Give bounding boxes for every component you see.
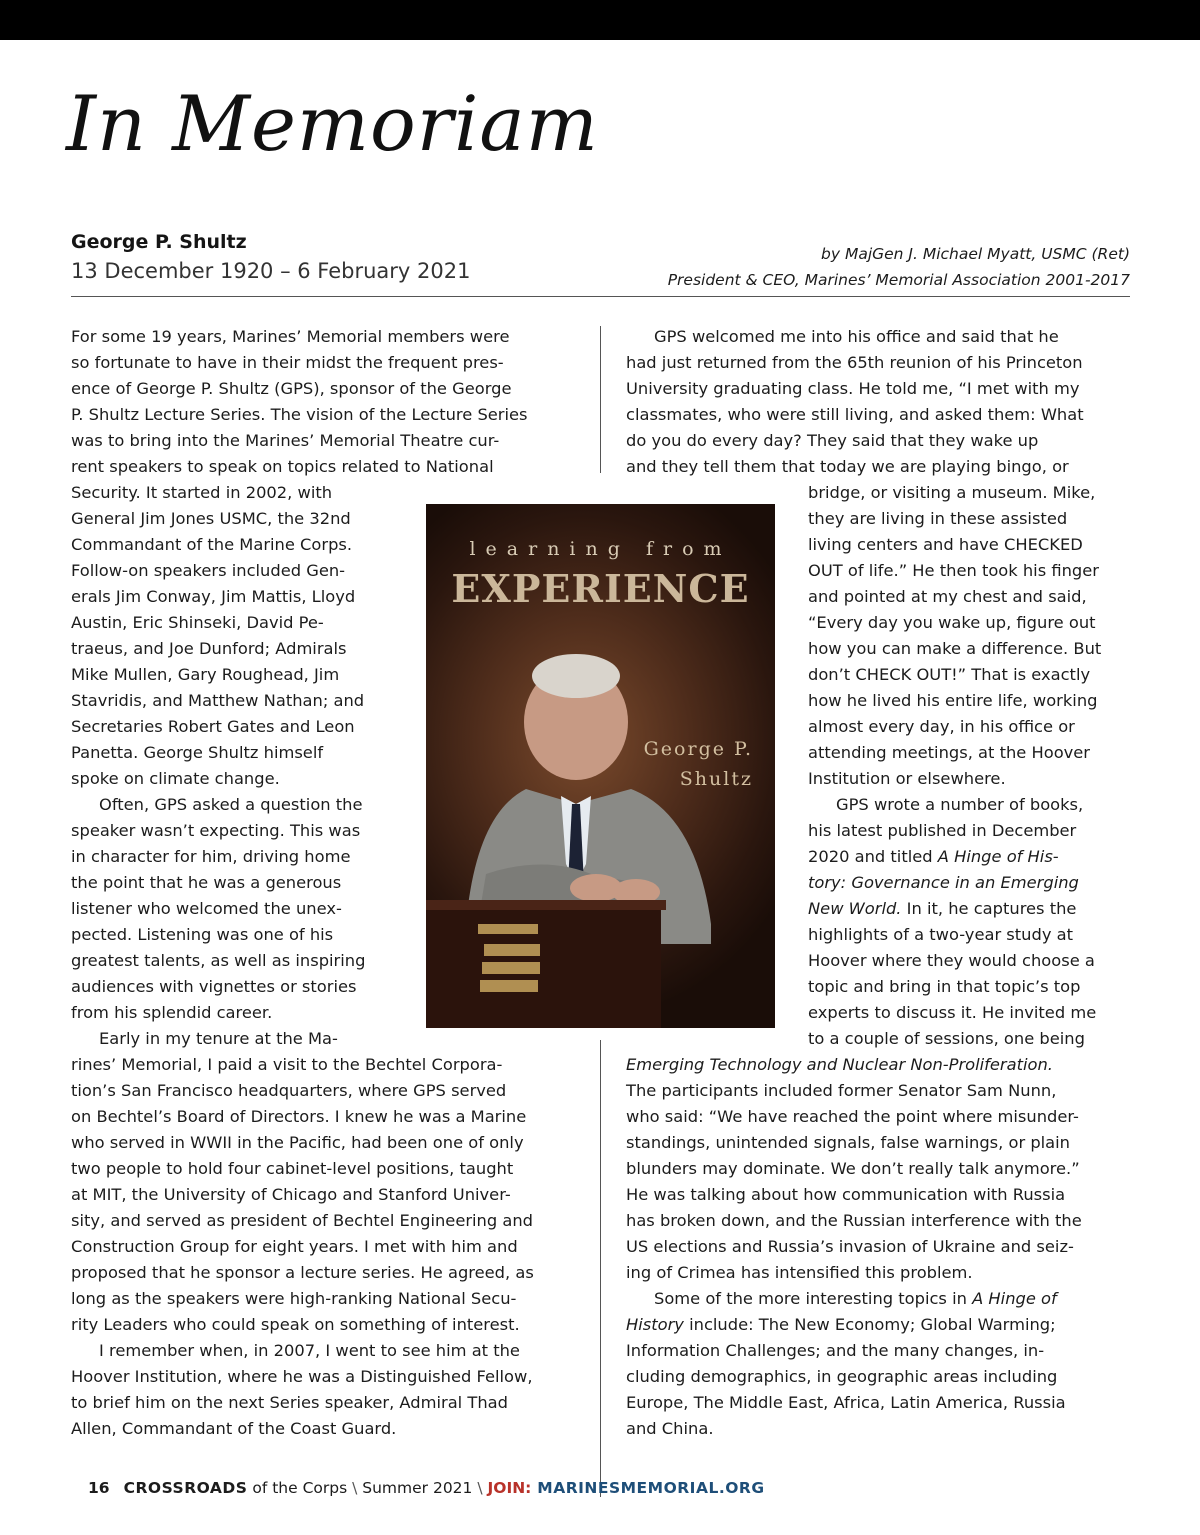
text-span: how you can make a difference. But xyxy=(808,639,1102,658)
text-span: Some of the more interesting topics in xyxy=(654,1289,973,1308)
text-line xyxy=(626,1416,1082,1442)
text-span: ing of Crimea has intensified this problem. xyxy=(626,1263,973,1282)
text-line: had just returned from the 65th reunion of his Princeton xyxy=(626,353,1083,372)
page-footer xyxy=(88,1479,765,1497)
text-span: living centers and have CHECKED xyxy=(808,535,1083,554)
text-span: almost every day, in his office or xyxy=(808,717,1075,736)
text-line: rent speakers to speak on topics related to National xyxy=(71,457,494,476)
website-link[interactable]: MARINESMEMORIAL.ORG xyxy=(531,1479,765,1497)
text-line: Stavridis, and Matthew Nathan; and xyxy=(71,691,365,710)
text-span: GPS wrote a number of books, xyxy=(836,795,1084,814)
right-column-bottom xyxy=(626,1052,1082,1442)
book-cover-author-line: George P. xyxy=(643,738,753,760)
text-line: tion’s San Francisco headquarters, where GPS served xyxy=(71,1081,507,1100)
text-span: blunders may dominate. We don’t really talk anymore.” xyxy=(626,1159,1080,1178)
text-span: his latest published in December xyxy=(808,821,1077,840)
page-number: 16 xyxy=(88,1479,110,1497)
text-line xyxy=(626,1156,1082,1182)
text-span: bridge, or visiting a museum. Mike, xyxy=(808,483,1096,502)
text-line xyxy=(808,1000,1101,1026)
text-line xyxy=(626,1182,1082,1208)
text-line xyxy=(808,922,1101,948)
text-line: ence of George P. Shultz (GPS), sponsor of the George xyxy=(71,379,512,398)
text-line: I remember when, in 2007, I went to see him at the xyxy=(99,1341,520,1360)
byline-author: by MajGen J. Michael Myatt, USMC (Ret) xyxy=(821,245,1130,263)
text-line: Commandant of the Marine Corps. xyxy=(71,535,353,554)
text-line: listener who welcomed the unex- xyxy=(71,899,342,918)
text-line xyxy=(626,1052,1082,1078)
text-line: University graduating class. He told me, “I met with my xyxy=(626,379,1080,398)
text-span: attending meetings, at the Hoover xyxy=(808,743,1090,762)
byline-title: President & CEO, Marines’ Memorial Association 2001-2017 xyxy=(667,271,1130,289)
text-span: standings, unintended signals, false warnings, or plain xyxy=(626,1133,1071,1152)
text-line: Secretaries Robert Gates and Leon xyxy=(71,717,355,736)
byline xyxy=(668,241,1130,293)
text-line xyxy=(808,870,1101,896)
text-span: and China. xyxy=(626,1419,714,1438)
book-cover-title: EXPERIENCE xyxy=(451,566,750,611)
text-line xyxy=(626,1338,1082,1364)
footer-separator: \ xyxy=(472,1479,488,1497)
text-line: to brief him on the next Series speaker, Admiral Thad xyxy=(71,1393,508,1412)
text-line: who served in WWII in the Pacific, had been one of only xyxy=(71,1133,524,1152)
subject-dates: 13 December 1920 – 6 February 2021 xyxy=(71,259,471,283)
text-line: classmates, who were still living, and asked them: What xyxy=(626,405,1084,424)
text-line: Allen, Commandant of the Coast Guard. xyxy=(71,1419,397,1438)
text-line: traeus, and Joe Dunford; Admirals xyxy=(71,639,347,658)
text-line: General Jim Jones USMC, the 32nd xyxy=(71,509,351,528)
text-span: who said: “We have reached the point where misunder- xyxy=(626,1107,1079,1126)
text-line: at MIT, the University of Chicago and Stanford Univer- xyxy=(71,1185,511,1204)
italic-title-text: A Hinge of His- xyxy=(937,847,1059,866)
text-span: Europe, The Middle East, Africa, Latin America, Russia xyxy=(626,1393,1066,1412)
book-cover-subtitle: learning from xyxy=(469,538,732,560)
footer-separator: \ xyxy=(347,1479,363,1497)
text-line: Hoover Institution, where he was a Distinguished Fellow, xyxy=(71,1367,533,1386)
text-line: rity Leaders who could speak on something of interest. xyxy=(71,1315,520,1334)
text-line: pected. Listening was one of his xyxy=(71,925,334,944)
text-line: Panetta. George Shultz himself xyxy=(71,743,324,762)
text-line: Construction Group for eight years. I met with him and xyxy=(71,1237,518,1256)
text-span: 2020 and titled xyxy=(808,847,938,866)
text-line xyxy=(808,974,1101,1000)
text-line: Follow-on speakers included Gen- xyxy=(71,561,346,580)
text-span: don’t CHECK OUT!” That is exactly xyxy=(808,665,1091,684)
text-line xyxy=(808,714,1101,740)
text-line xyxy=(626,1364,1082,1390)
text-line xyxy=(808,506,1101,532)
text-line: Austin, Eric Shinseki, David Pe- xyxy=(71,613,324,632)
text-span: “Every day you wake up, figure out xyxy=(808,613,1096,632)
text-line xyxy=(626,1130,1082,1156)
text-line: Security. It started in 2002, with xyxy=(71,483,333,502)
italic-title-text: tory: Governance in an Emerging xyxy=(808,873,1079,892)
join-label: JOIN: xyxy=(487,1479,532,1497)
text-line: two people to hold four cabinet-level positions, taught xyxy=(71,1159,514,1178)
book-cover-author-line: Shultz xyxy=(679,768,753,790)
text-line: erals Jim Conway, Jim Mattis, Lloyd xyxy=(71,587,356,606)
text-line: Mike Mullen, Gary Roughead, Jim xyxy=(71,665,340,684)
text-span: to a couple of sessions, one being xyxy=(808,1029,1085,1048)
subject-name: George P. Shultz xyxy=(71,231,247,253)
text-line xyxy=(808,896,1101,922)
text-line: audiences with vignettes or stories xyxy=(71,977,357,996)
right-column-wrap xyxy=(808,480,1101,1052)
text-line xyxy=(808,792,1101,818)
text-line: Often, GPS asked a question the xyxy=(99,795,363,814)
text-span: and pointed at my chest and said, xyxy=(808,587,1087,606)
text-line: on Bechtel’s Board of Directors. I knew he was a Marine xyxy=(71,1107,527,1126)
text-line xyxy=(808,584,1101,610)
text-line: the point that he was a generous xyxy=(71,873,342,892)
text-span: cluding demographics, in geographic areas including xyxy=(626,1367,1058,1386)
text-span: they are living in these assisted xyxy=(808,509,1068,528)
header-rule xyxy=(71,296,1130,297)
text-span: The participants included former Senator Sam Nunn, xyxy=(626,1081,1057,1100)
text-line xyxy=(626,1234,1082,1260)
text-line xyxy=(808,740,1101,766)
text-line: from his splendid career. xyxy=(71,1003,273,1022)
text-line xyxy=(808,688,1101,714)
text-line: spoke on climate change. xyxy=(71,769,280,788)
top-black-bar xyxy=(0,0,1200,40)
italic-title-text: A Hinge of xyxy=(972,1289,1057,1308)
column-divider-top xyxy=(600,326,601,473)
text-span: has broken down, and the Russian interference with the xyxy=(626,1211,1082,1230)
text-line: GPS welcomed me into his office and said that he xyxy=(654,327,1059,346)
text-line: rines’ Memorial, I paid a visit to the Bechtel Corpora- xyxy=(71,1055,503,1074)
text-span: In it, he captures the xyxy=(901,899,1077,918)
text-line xyxy=(808,844,1101,870)
text-line: speaker wasn’t expecting. This was xyxy=(71,821,361,840)
text-span: include: The New Economy; Global Warming; xyxy=(683,1315,1056,1334)
magazine-name: CROSSROADS xyxy=(123,1479,248,1497)
text-line xyxy=(626,1208,1082,1234)
text-line: do you do every day? They said that they wake up xyxy=(626,431,1039,450)
text-line xyxy=(626,1260,1082,1286)
section-title: In Memoriam xyxy=(66,79,599,168)
text-line: Early in my tenure at the Ma- xyxy=(99,1029,338,1048)
text-line: long as the speakers were high-ranking National Secu- xyxy=(71,1289,517,1308)
text-line xyxy=(808,636,1101,662)
text-line: greatest talents, as well as inspiring xyxy=(71,951,366,970)
portrait-figure xyxy=(426,504,775,1028)
italic-title-text: Emerging Technology and Nuclear Non-Proliferation. xyxy=(626,1055,1053,1074)
text-line: was to bring into the Marines’ Memorial Theatre cur- xyxy=(71,431,500,450)
right-column-top xyxy=(626,324,1084,480)
text-span: highlights of a two-year study at xyxy=(808,925,1073,944)
text-span: He was talking about how communication with Russia xyxy=(626,1185,1066,1204)
text-line xyxy=(626,1390,1082,1416)
book-cover-image xyxy=(426,504,775,1028)
issue-label: Summer 2021 xyxy=(362,1479,473,1497)
text-span: experts to discuss it. He invited me xyxy=(808,1003,1097,1022)
text-span: US elections and Russia’s invasion of Ukraine and seiz- xyxy=(626,1237,1074,1256)
text-line: in character for him, driving home xyxy=(71,847,351,866)
text-line: so fortunate to have in their midst the frequent pres- xyxy=(71,353,504,372)
text-line: For some 19 years, Marines’ Memorial members were xyxy=(71,327,510,346)
text-line xyxy=(808,818,1101,844)
text-line: P. Shultz Lecture Series. The vision of the Lecture Series xyxy=(71,405,528,424)
text-line xyxy=(626,1312,1082,1338)
text-line xyxy=(808,480,1101,506)
text-span: Hoover where they would choose a xyxy=(808,951,1095,970)
italic-title-text: New World. xyxy=(808,899,902,918)
text-line: sity, and served as president of Bechtel Engineering and xyxy=(71,1211,534,1230)
text-line xyxy=(626,1078,1082,1104)
text-line xyxy=(808,610,1101,636)
text-line xyxy=(808,766,1101,792)
text-span: how he lived his entire life, working xyxy=(808,691,1098,710)
text-line xyxy=(808,948,1101,974)
column-divider-bottom xyxy=(600,1040,601,1497)
magazine-name-rest: of the Corps xyxy=(247,1479,348,1497)
text-line xyxy=(626,1286,1082,1312)
text-span: Information Challenges; and the many changes, in- xyxy=(626,1341,1045,1360)
text-line: and they tell them that today we are playing bingo, or xyxy=(626,457,1069,476)
text-line xyxy=(808,558,1101,584)
italic-title-text: History xyxy=(626,1315,684,1334)
text-line xyxy=(808,1026,1101,1052)
text-line: proposed that he sponsor a lecture series. He agreed, as xyxy=(71,1263,534,1282)
text-span: topic and bring in that topic’s top xyxy=(808,977,1081,996)
text-span: Institution or elsewhere. xyxy=(808,769,1006,788)
text-line xyxy=(626,1104,1082,1130)
text-line xyxy=(808,662,1101,688)
text-line xyxy=(808,532,1101,558)
text-span: OUT of life.” He then took his finger xyxy=(808,561,1099,580)
